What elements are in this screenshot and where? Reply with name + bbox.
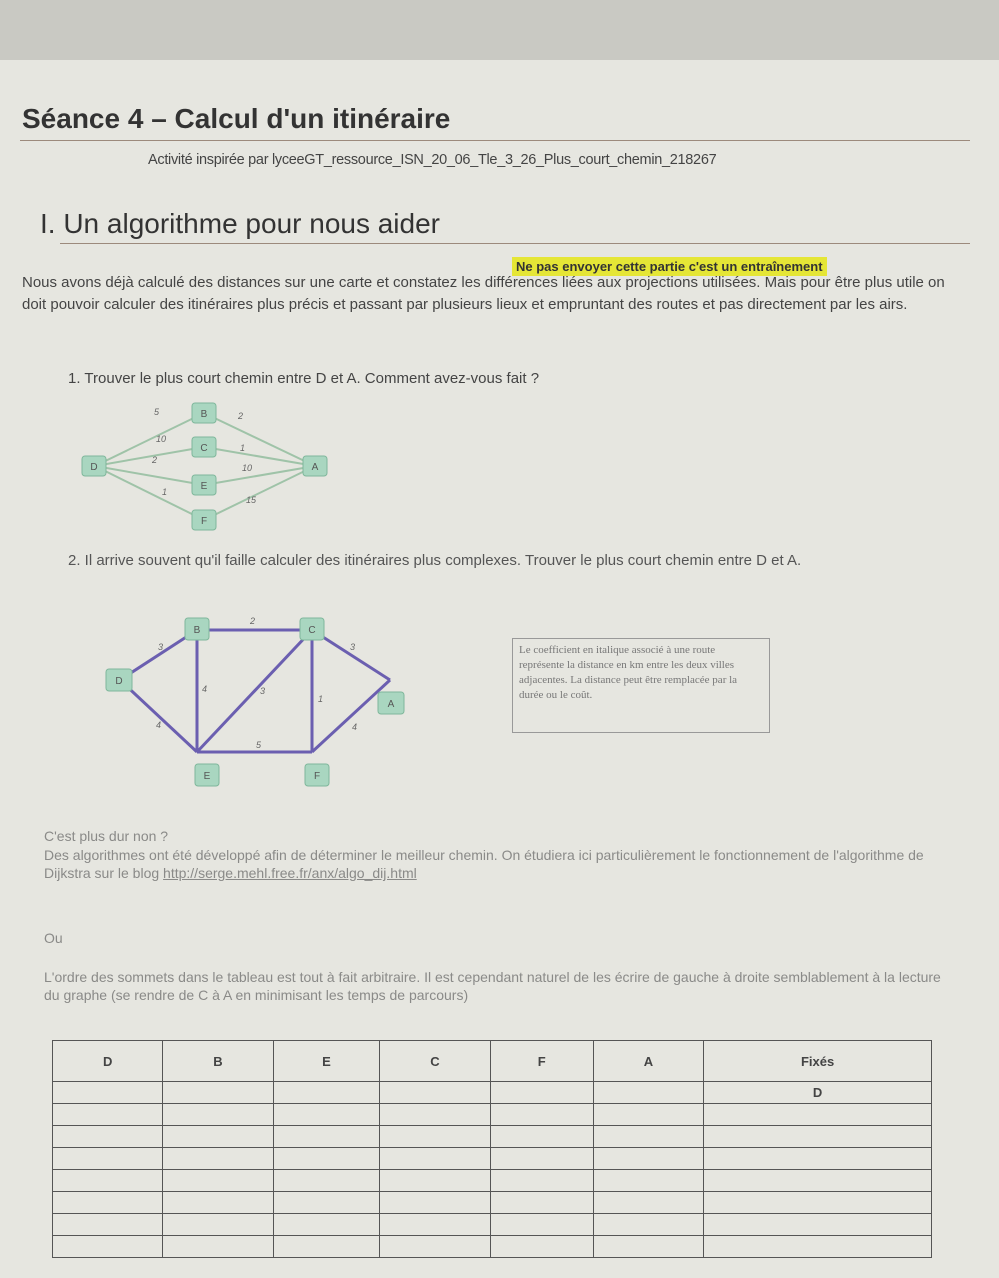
graph2-weight: 2 [250,616,256,626]
graph2-weight: 3 [260,686,266,696]
col-header-a: A [593,1041,703,1082]
graph1-label-a: A [311,462,319,473]
graph2-label-f: F [313,771,321,782]
graph2-weight: 1 [318,694,324,704]
warning-highlight: Ne pas envoyer cette partie c'est un entraînement [512,257,827,276]
graph1-weight: 2 [152,455,158,465]
title-rule [20,140,970,141]
graph2-weight: 3 [158,642,164,652]
graph1-weight: 1 [240,443,246,453]
graph2-weight: 3 [350,642,356,652]
graph-2 [100,612,410,792]
question-2: 2. Il arrive souvent qu'il faille calculer des itinéraires plus complexes. Trouver le plus court chemin entre D et A. [68,552,802,569]
graph1-label-b: B [200,409,208,420]
table-row [53,1214,932,1236]
col-header-b: B [163,1041,273,1082]
graph2-label-b: B [193,625,201,636]
section-heading: I. Un algorithme pour nous aider [40,208,440,239]
question-1: 1. Trouver le plus court chemin entre D et A. Comment avez-vous fait ? [68,370,540,387]
dijkstra-text: Des algorithmes ont été développé afin de déterminer le meilleur chemin. On étudiera ici particulièrement le fonctionnement de l'algorithme de Dijkstra sur le blog [44,847,924,881]
col-header-d: D [53,1041,163,1082]
section-rule [60,243,970,244]
weight-note-box: Le coefficient en italique associé à une route représente la distance en km entre les deux villes adjacentes. La distance peut être remplacée par la durée ou le coût. [512,638,770,733]
graph2-label-c: C [308,625,316,636]
graph-1 [70,395,350,535]
table-row [53,1170,932,1192]
graph2-weight: 4 [156,720,162,730]
table-row [53,1082,932,1104]
col-header-c: C [380,1041,490,1082]
subtitle: Activité inspirée par lyceeGT_ressource_ISN_20_06_Tle_3_26_Plus_court_chemin_218267 [148,152,717,168]
or-line: Ou [44,930,63,946]
col-header-e: E [273,1041,380,1082]
fixed-cell: D [704,1082,932,1104]
graph1-weight: 10 [156,434,167,444]
graph2-label-a: A [387,699,395,710]
graph2-weight: 4 [202,684,208,694]
graph1-label-c: C [200,443,208,454]
graph2-weight: 5 [256,740,262,750]
graph1-weight: 1 [162,487,168,497]
graph1-label-d: D [90,462,98,473]
dijkstra-table [52,1040,932,1258]
table-row [53,1104,932,1126]
table-row [53,1148,932,1170]
table-row [53,1236,932,1258]
rhetorical-question: C'est plus dur non ? [44,828,169,844]
graph1-label-e: E [200,481,208,492]
dijkstra-paragraph [44,846,934,882]
table-row [53,1192,932,1214]
graph1-weight: 2 [238,411,244,421]
table-row [53,1126,932,1148]
order-paragraph: L'ordre des sommets dans le tableau est tout à fait arbitraire. Il est cependant naturel de les écrire de gauche à droite semblablement à la lecture du graphe (se rendre de C à A en minimisant les temps de parcours) [44,969,941,1003]
dijkstra-link[interactable]: http://serge.mehl.free.fr/anx/algo_dij.html [163,865,417,881]
graph1-weight: 15 [246,495,257,505]
intro-paragraph: Nous avons déjà calculé des distances sur une carte et constatez les différences liées aux projections utilisées. Mais pour être plus utile on doit pouvoir calculer des itinéraires plus précis et passant par plusieurs lieux et empruntant des routes et pas directement par les airs. [22,274,945,313]
col-header-fixes: Fixés [704,1041,932,1082]
graph2-label-e: E [203,771,211,782]
graph1-weight: 5 [154,407,160,417]
graph2-label-d: D [115,676,123,687]
table-header-row [53,1041,932,1082]
page-title: Séance 4 – Calcul d'un itinéraire [22,103,451,134]
graph2-weight: 4 [352,722,358,732]
graph1-weight: 10 [242,463,253,473]
col-header-f: F [490,1041,593,1082]
graph1-label-f: F [200,516,208,527]
